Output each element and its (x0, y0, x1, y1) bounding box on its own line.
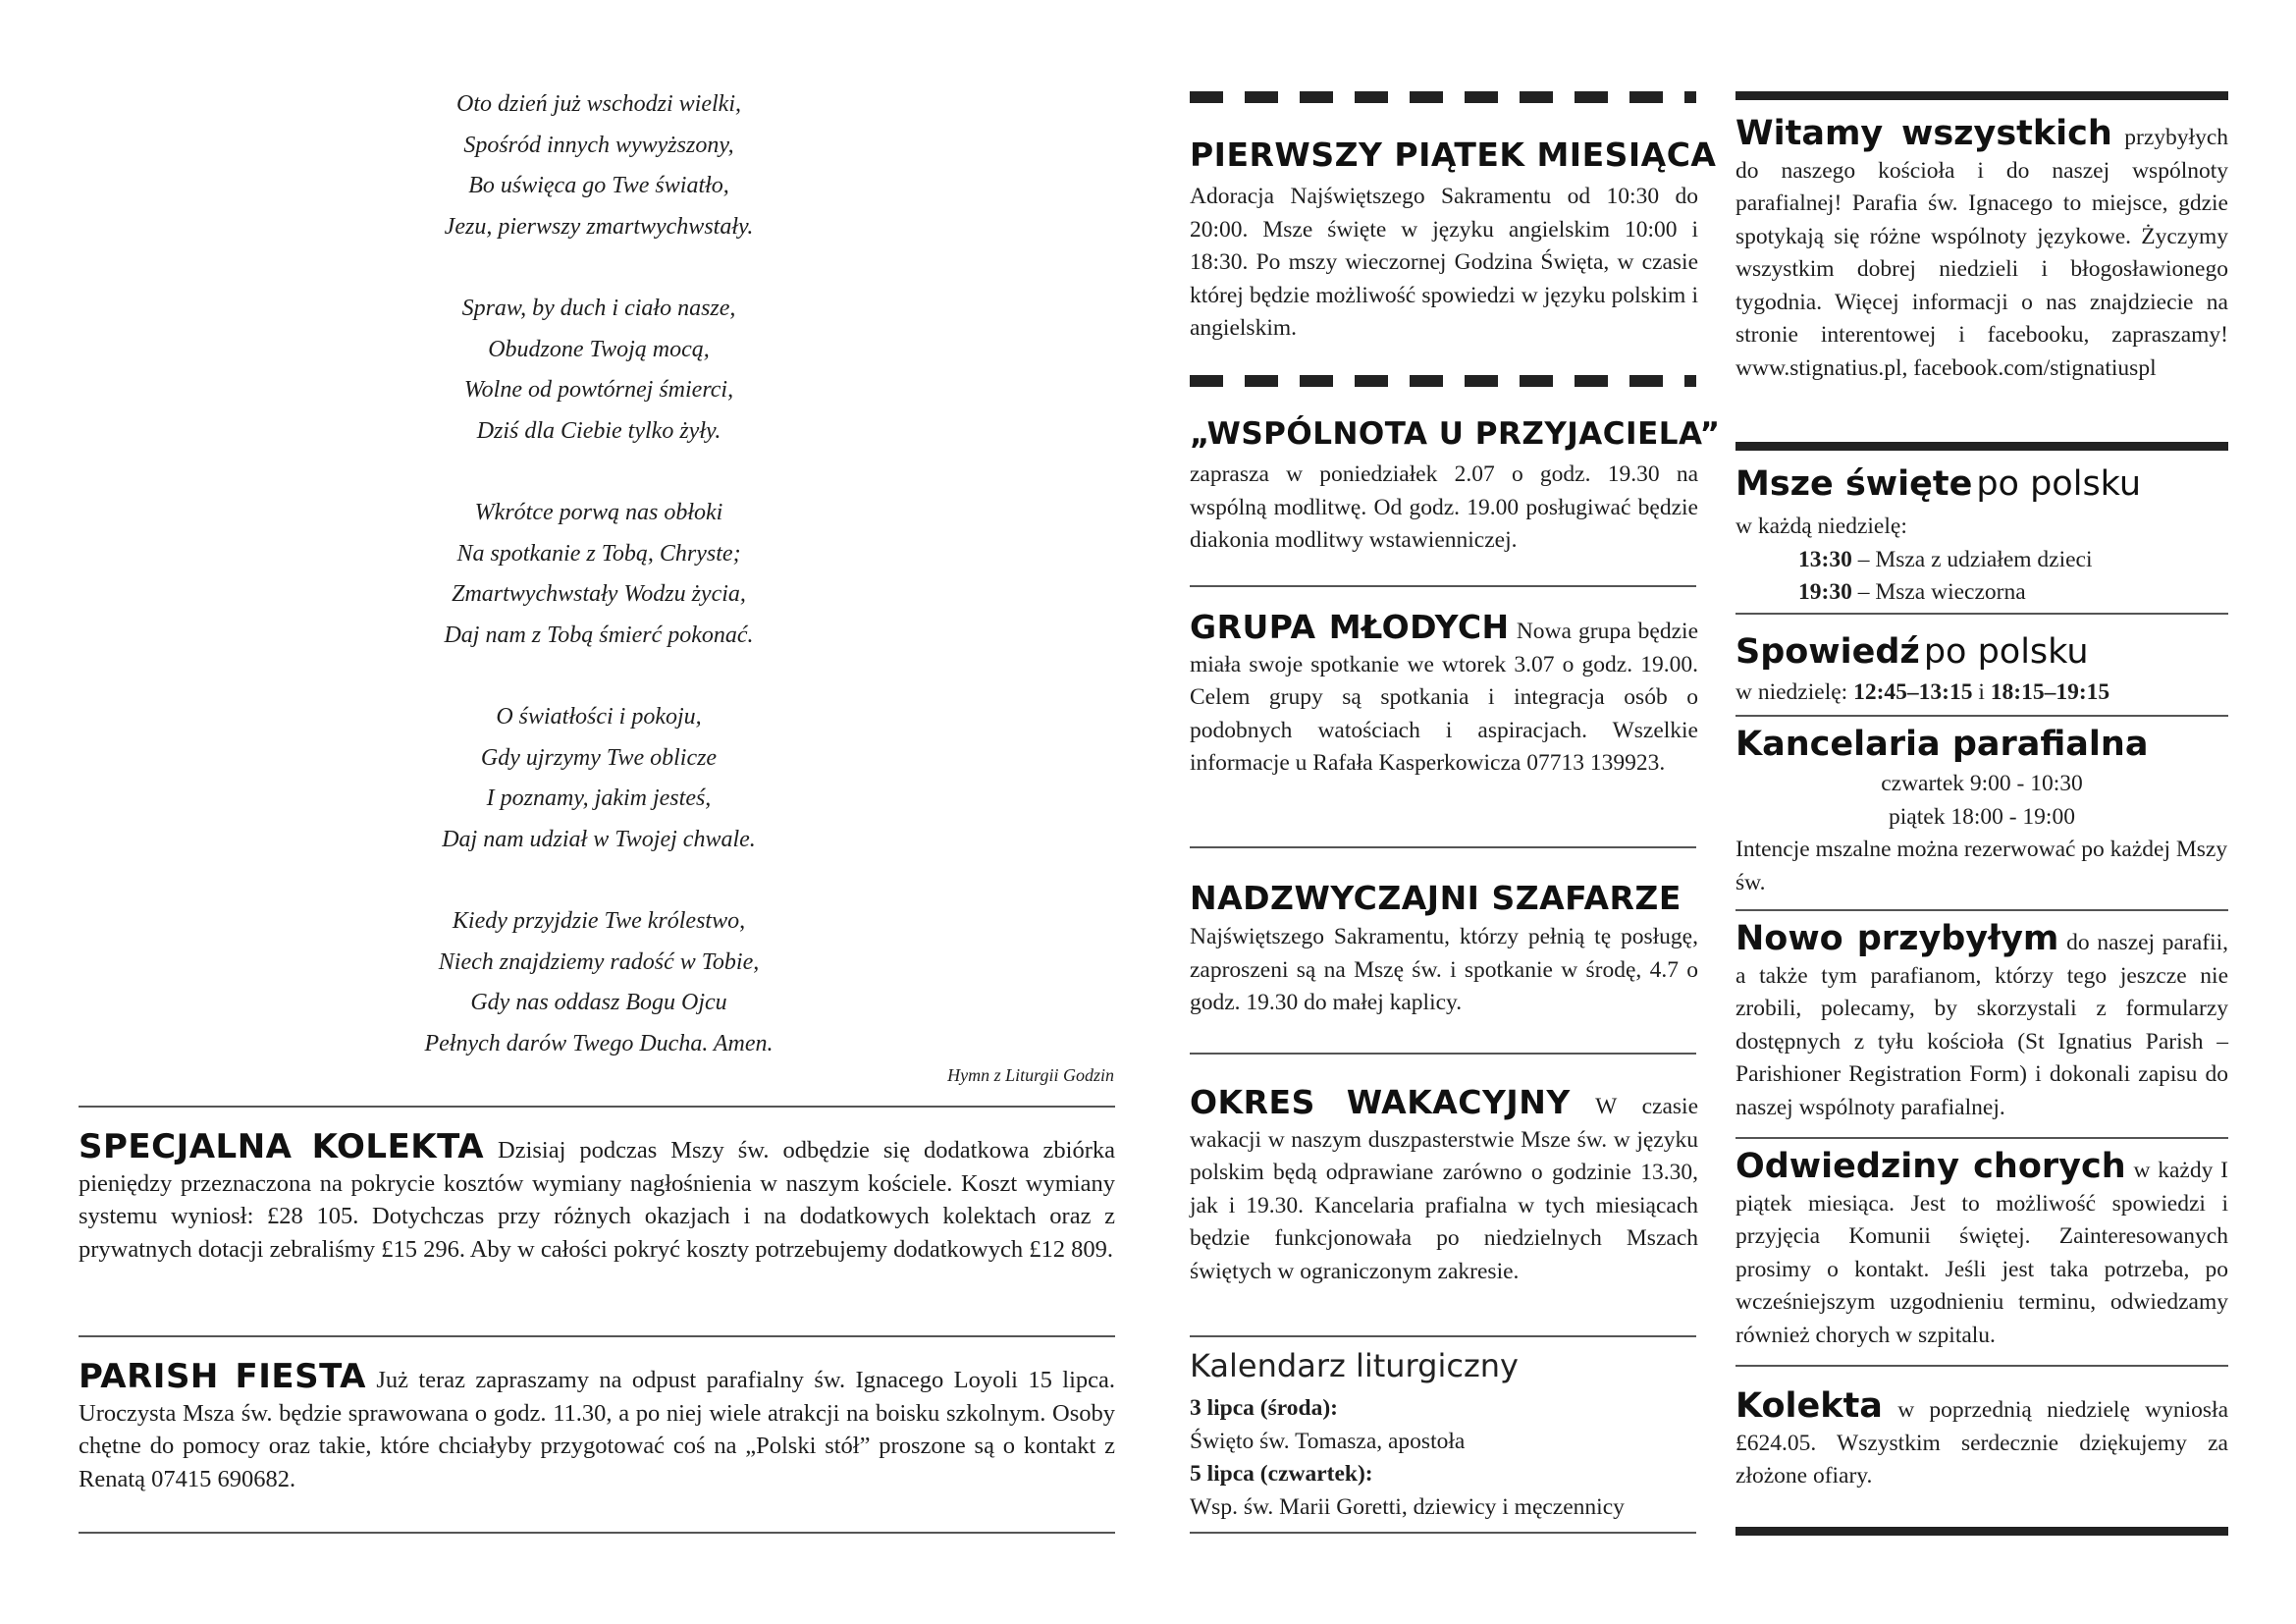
calendar-list (1190, 1392, 1700, 1524)
poem-source: Hymn z Liturgii Godzin (947, 1065, 1114, 1085)
poem-line: Wkrótce porwą nas obłoki (474, 500, 723, 525)
section-text: Intencje mszalne można rezerwować po każdej Mszy św. (1735, 837, 2228, 895)
mass-label: – Msza z udziałem dzieci (1851, 546, 2093, 572)
poem-line: Dziś dla Ciebie tylko żyły. (476, 417, 721, 444)
divider (79, 1532, 1115, 1534)
divider (79, 1335, 1115, 1337)
section-heading: Odwiedziny chorych (1735, 1147, 2126, 1186)
poem-line: O światłości i pokoju, (496, 704, 702, 730)
poem-line: Gdy ujrzymy Twe oblicze (480, 744, 718, 771)
divider (1735, 613, 2228, 615)
section-text: przybyłych do naszego kościoła i do naszej wspólnoty parafialnej! Parafia św. Ignacego to miejsce, gdzie spotykają się różne wspólnoty językowe. Życzymy wszystkim dobrej niedzieli i błogosławionego tygodnia. Więcej informacji o nas znajdziecie na stronie interentowej i facebooku, zapraszamy! www.stignatius.pl, facebook.com/stignatiuspl (1735, 125, 2228, 381)
section-heading-rest: po polsku (1976, 464, 2142, 504)
section-text: W czasie wakacji w naszym duszpasterstwie Msze św. w języku polskim będą odprawiane zarówno o godzinie 13.30, jak i 19.30. Kancelaria prafialna w tych miesiącach będzie funkcjonowała po niedzielnych Mszach świętych w ograniczonym zakresie. (1190, 1094, 1699, 1284)
poem-line: Pełnych darów Twego Ducha. Amen. (424, 1030, 774, 1056)
calendar-date: 5 lipca (czwartek): (1190, 1461, 1373, 1487)
kolekta-section (1735, 1386, 2229, 1493)
section-heading: SPECJALNA KOLEKTA (79, 1127, 485, 1166)
msze-text (1735, 511, 2228, 610)
mass-label: – Msza wieczorna (1851, 579, 2026, 605)
poem-line: Spośród innych wywyższony, (463, 132, 734, 158)
divider (1190, 585, 1696, 587)
section-heading: NADZWYCZAJNI SZAFARZE (1190, 879, 1682, 917)
office-hours-line: piątek 18:00 - 19:00 (1889, 803, 2075, 830)
section-heading: Msze święte (1735, 464, 1973, 504)
poem-line: Wolne od powtórnej śmierci, (463, 377, 734, 403)
calendar-entry: Święto św. Tomasza, apostoła (1190, 1428, 1466, 1454)
poem-line: Na spotkanie z Tobą, Chryste; (456, 540, 741, 567)
divider (1735, 715, 2228, 717)
section-heading: Witamy wszystkich (1735, 114, 2112, 153)
section-text: w poprzednią niedzielę wyniosła £624.05. Wszystkim serdecznie dziękujemy za złożone ofiary. (1735, 1397, 2229, 1489)
thick-divider (1735, 442, 2228, 451)
mass-time: 19:30 (1798, 579, 1852, 605)
poem-stanza-5 (79, 901, 1119, 1064)
poem-stanza-3 (79, 493, 1119, 656)
section-text: do naszej parafii, a także tym parafianom, którzy tego jeszcze nie zrobili, polecamy, by skorzystali z formularzy dostępnych z tyłu kościoła (St Ignatius Parish – Parishioner Registration Form) i dokonali zapisu do naszej wspólnoty parafialnej. (1735, 930, 2229, 1120)
section-text: zaprasza w poniedziałek 2.07 o godz. 19.30 na wspólną modlitwę. Od godz. 19.00 posługiwać będzie diakonia modlitwy wstawienniczej. (1190, 461, 1698, 553)
section-text: w każdy I piątek miesiąca. Jest to możliwość spowiedzi i przyjęcia Komunii świętej. Zainteresowanych prosimy o kontakt. Jeśli jest taka potrzeba, po wcześniejszym uzgodnieniu terminu, odwiedzamy również chorych w szpitalu. (1735, 1158, 2228, 1348)
section-heading: Nowo przybyłym (1735, 919, 2059, 958)
section-heading: Kancelaria parafialna (1735, 725, 2149, 764)
poem-line: Zmartwychwstały Wodzu życia, (452, 581, 746, 607)
witamy-section (1735, 114, 2228, 385)
section-text: Nowa grupa będzie miała swoje spotkanie we wtorek 3.07 o godz. 19.00. Celem grupy są spotkania i integracja osób o podobnych watościach i aspiracjach. Wszelkie informacje u Rafała Kasperkowicza 07713 139923. (1190, 619, 1699, 776)
section-heading: PARISH FIESTA (79, 1357, 366, 1396)
thick-divider (1735, 1527, 2228, 1536)
calendar-date: 3 lipca (środa): (1190, 1395, 1339, 1421)
grupa-mlodych-section (1190, 608, 1699, 781)
poem-line: Oto dzień już wschodzi wielki, (456, 91, 741, 117)
office-hours (1735, 768, 2228, 834)
office-hours-line: czwartek 9:00 - 10:30 (1881, 771, 2083, 796)
section-heading: PIERWSZY PIĄTEK MIESIĄCA (1190, 135, 1717, 174)
section-heading: GRUPA MŁODYCH (1190, 608, 1510, 646)
poem-line: Gdy nas oddasz Bogu Ojcu (470, 990, 727, 1015)
section-text: w każdą niedzielę: (1735, 514, 1907, 539)
section-text: Adoracja Najświętszego Sakramentu od 10:30 do 20:00. Msze święte w języku angielskim 10:00 i 18:30. Po mszy wieczornej Godzina Święta, w czasie której będzie możliwość spowiedzi w języku polskim i angielskim. (1190, 184, 1698, 341)
poem-line: Daj nam udział w Twojej chwale. (442, 826, 756, 852)
poem-line: Daj nam z Tobą śmierć pokonać. (444, 622, 754, 648)
poem-line: Kiedy przyjdzie Twe królestwo, (452, 908, 746, 934)
calendar-entry: Wsp. św. Marii Goretti, dziewicy i męczennicy (1190, 1493, 1625, 1520)
thick-divider (1735, 91, 2228, 100)
poem-line: Niech znajdziemy radość w Tobie, (438, 948, 760, 975)
confession-time: 18:15–19:15 (1990, 679, 2110, 705)
poem-line: I poznamy, jakim jesteś, (486, 785, 712, 811)
divider (1735, 909, 2228, 911)
poem-stanza-2 (79, 289, 1119, 452)
poem-stanza-4 (79, 697, 1119, 860)
section-text: Najświętszego Sakramentu, którzy pełnią tę posługę, zaproszeni są na Mszę św. i spotkanie w środę, 4.7 o godz. 19.30 do małej kaplicy. (1190, 924, 1698, 1015)
section-heading: Kolekta (1735, 1386, 1883, 1426)
nowo-section (1735, 919, 2229, 1124)
spowiedz-heading (1735, 632, 2089, 672)
confession-time: 12:45–13:15 (1853, 679, 1973, 705)
section-text: i (1972, 679, 1991, 705)
dashed-divider (1190, 91, 1696, 103)
divider (1735, 1137, 2228, 1139)
msze-heading (1735, 464, 2141, 504)
divider (79, 1106, 1115, 1108)
section-heading: OKRES WAKACYJNY (1190, 1083, 1571, 1121)
parish-fiesta-section (79, 1357, 1115, 1495)
divider (1190, 1053, 1696, 1055)
poem-stanza-1 (79, 84, 1119, 247)
divider (1190, 1532, 1696, 1534)
dashed-divider (1190, 375, 1696, 387)
chorzy-section (1735, 1147, 2228, 1352)
poem (79, 84, 1119, 1106)
poem-line: Spraw, by duch i ciało nasze, (461, 296, 736, 321)
section-text: Już teraz zapraszamy na odpust parafialny św. Ignacego Loyoli 15 lipca. Uroczysta Msza św. będzie sprawowana o godz. 11.30, a po niej wiele atrakcji na boisku szkolnym. Osoby chętne do pomocy oraz takie, które chciałyby przygotować coś na „Polski stół” proszone są o kontakt z Renatą 07415 690682. (79, 1367, 1115, 1492)
poem-line: Obudzone Twoją mocą, (488, 336, 710, 362)
calendar-heading: Kalendarz liturgiczny (1190, 1347, 1519, 1384)
specjalna-kolekta-section (79, 1127, 1115, 1266)
section-heading: „WSPÓLNOTA U PRZYJACIELA” (1190, 416, 1721, 452)
section-text: w niedzielę: (1735, 679, 1854, 705)
divider (1190, 1335, 1696, 1337)
section-text: Dzisiaj podczas Mszy św. odbędzie się dodatkowa zbiórka pieniędzy przeznaczona na pokrycie kosztów wymiany nagłośnienia w naszym kościele. Koszt wymiany systemu wyniosł: £28 105. Dotychczas przy różnych okazjach i na dodatkowych kolektach oraz z prywatnych dotacji zebraliśmy £15 296. Aby w całości pokryć koszty potrzebujemy dodatkowych £12 809. (79, 1137, 1115, 1263)
section-heading: Spowiedź (1735, 632, 1920, 672)
divider (1735, 1365, 2228, 1367)
poem-line: Bo uświęca go Twe światło, (468, 173, 729, 198)
okres-wakacyjny-section (1190, 1083, 1699, 1288)
section-heading-rest: po polsku (1923, 632, 2089, 672)
spowiedz-text (1735, 677, 2228, 710)
poem-line: Jezu, pierwszy zmartwychwstały. (444, 213, 754, 240)
mass-time: 13:30 (1798, 546, 1852, 572)
divider (1190, 846, 1696, 848)
